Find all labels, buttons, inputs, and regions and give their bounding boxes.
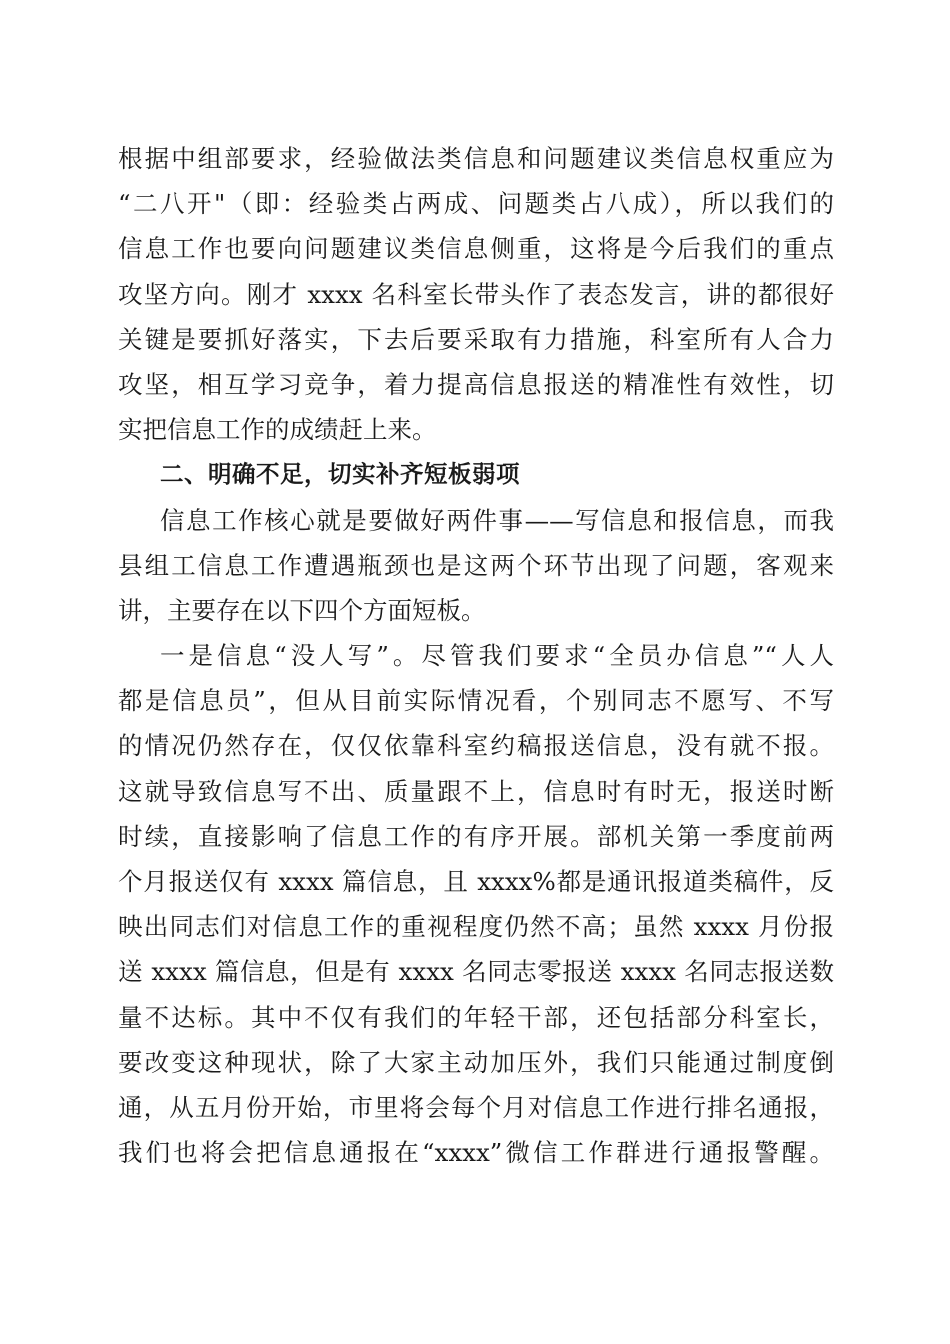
text-line: 信息工作也要向问题建议类信息侧重，这将是今后我们的重点 — [118, 234, 834, 264]
text-line: 通，从五月份开始，市里将会每个月对信息工作进行排名通报， — [118, 1092, 834, 1122]
text-line: 我们也将会把信息通报在“xxxx”微信工作群进行通报警醒。 — [118, 1138, 834, 1168]
text-line: 讲，主要存在以下四个方面短板。 — [118, 595, 486, 625]
text-line: 信息工作核心就是要做好两件事——写信息和报信息，而我 — [160, 505, 834, 535]
text-line: 的情况仍然存在，仅仅依靠科室约稿报送信息，没有就不报。 — [118, 731, 834, 761]
text-line: 这就导致信息写不出、质量跟不上，信息时有时无，报送时断 — [118, 776, 834, 806]
text-line: 映出同志们对信息工作的重视程度仍然不高；虽然 xxxx 月份报 — [118, 912, 834, 942]
text-line: 量不达标。其中不仅有我们的年轻干部，还包括部分科室长， — [118, 1002, 834, 1032]
text-line: 根据中组部要求，经验做法类信息和问题建议类信息权重应为 — [118, 144, 834, 173]
text-line: 都是信息员”，但从目前实际情况看，个别同志不愿写、不写 — [118, 686, 834, 716]
text-line: 时续，直接影响了信息工作的有序开展。部机关第一季度前两 — [118, 821, 834, 851]
text-line: 一是信息“没人写”。尽管我们要求“全员办信息”“人人 — [160, 641, 834, 671]
section-heading: 二、明确不足，切实补齐短板弱项 — [160, 460, 520, 489]
text-line: 实把信息工作的成绩赶上来。 — [118, 415, 437, 445]
text-line: 攻坚方向。刚才 xxxx 名科室长带头作了表态发言，讲的都很好 — [118, 279, 834, 309]
text-line: 攻坚，相互学习竞争，着力提高信息报送的精准性有效性，切 — [118, 369, 834, 399]
text-line: “二八开"（即：经验类占两成、问题类占八成），所以我们的 — [118, 189, 834, 219]
text-line: 送 xxxx 篇信息，但是有 xxxx 名同志零报送 xxxx 名同志报送数 — [118, 957, 834, 987]
text-line: 要改变这种现状，除了大家主动加压外，我们只能通过制度倒 — [118, 1047, 834, 1077]
text-line: 县组工信息工作遭遇瓶颈也是这两个环节出现了问题，客观来 — [118, 550, 834, 580]
text-line: 个月报送仅有 xxxx 篇信息，且 xxxx%都是通讯报道类稿件，反 — [118, 867, 834, 896]
text-line: 关键是要抓好落实，下去后要采取有力措施，科室所有人合力 — [118, 324, 834, 354]
document-body — [118, 136, 834, 1175]
